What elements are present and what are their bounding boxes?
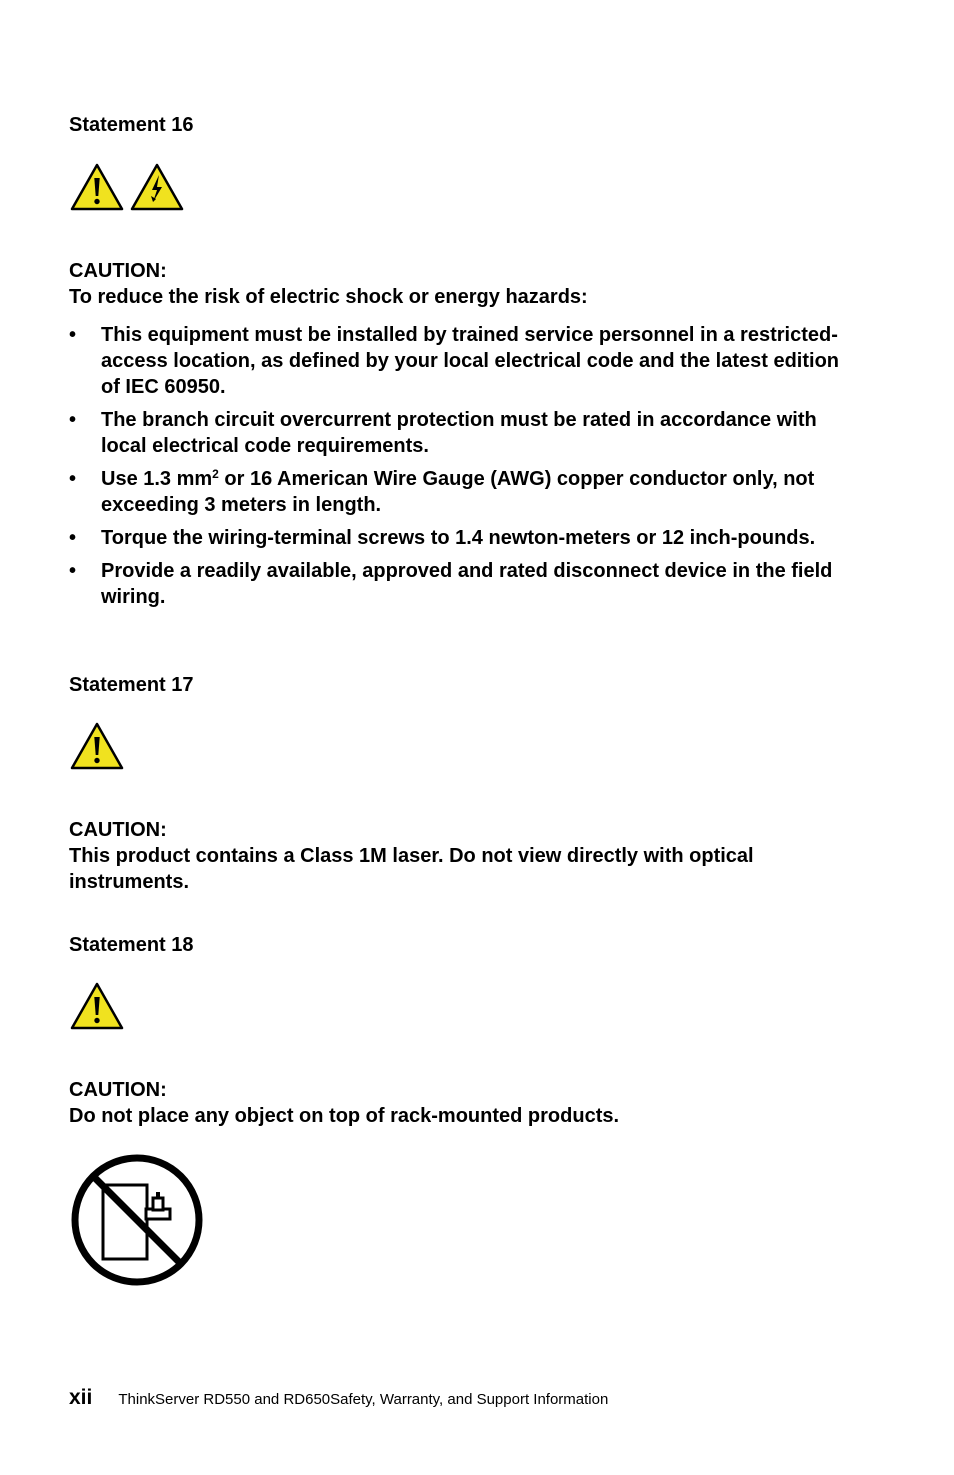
- caution-label: CAUTION:: [69, 1079, 167, 1101]
- caution-text: This product contains a Class 1M laser. Do not view directly with optical instruments.: [69, 845, 754, 893]
- superscript: 2: [212, 467, 219, 481]
- no-objects-on-rack-icon: [69, 1152, 205, 1288]
- warning-icon: [69, 721, 125, 771]
- bullet-text: Provide a readily available, approved and rated disconnect device in the field wiring.: [101, 560, 833, 608]
- bullet-item: [69, 466, 859, 518]
- bullet-symbol: •: [69, 409, 77, 431]
- warning-icon: [69, 162, 125, 212]
- caution-text: To reduce the risk of electric shock or energy hazards:: [69, 286, 588, 308]
- electrical-hazard-icon: [129, 162, 185, 212]
- statement-18-title: Statement 18: [69, 934, 194, 956]
- bullet-symbol: •: [69, 527, 77, 549]
- bullet-text: [101, 468, 814, 516]
- caution-text: Do not place any object on top of rack-mounted products.: [69, 1105, 620, 1127]
- bullet-item: [69, 558, 859, 610]
- bullet-text: Torque the wiring-terminal screws to 1.4 newton-meters or 12 inch-pounds.: [101, 527, 816, 549]
- statement-16-bullet-list: [69, 322, 859, 617]
- page-number: xii: [69, 1386, 93, 1409]
- statement-18-caution: [69, 1077, 859, 1129]
- bullet-text-part: Use 1.3 mm: [101, 468, 213, 490]
- caution-label: CAUTION:: [69, 819, 167, 841]
- bullet-text-part: or 16 American Wire Gauge (AWG) copper conductor only, not exceeding 3 meters in length.: [101, 468, 815, 516]
- statement-17-title: Statement 17: [69, 674, 194, 696]
- bullet-symbol: •: [69, 560, 77, 582]
- bullet-item: [69, 322, 859, 400]
- bullet-item: [69, 407, 859, 459]
- statement-16-title: Statement 16: [69, 114, 194, 136]
- bullet-text: This equipment must be installed by trained service personnel in a restricted-access location, as defined by your local electrical code and the latest edition of IEC 60950.: [101, 324, 840, 398]
- bullet-symbol: •: [69, 324, 77, 346]
- bullet-text: The branch circuit overcurrent protection must be rated in accordance with local electrical code requirements.: [101, 409, 817, 457]
- bullet-symbol: •: [69, 468, 77, 490]
- page-footer: [69, 1386, 608, 1412]
- caution-label: CAUTION:: [69, 260, 167, 282]
- statement-16-caution: [69, 258, 588, 310]
- footer-text: ThinkServer RD550 and RD650Safety, Warranty, and Support Information: [118, 1391, 609, 1408]
- statement-17-caution: [69, 817, 859, 895]
- warning-icon: [69, 981, 125, 1031]
- bullet-item: [69, 525, 859, 551]
